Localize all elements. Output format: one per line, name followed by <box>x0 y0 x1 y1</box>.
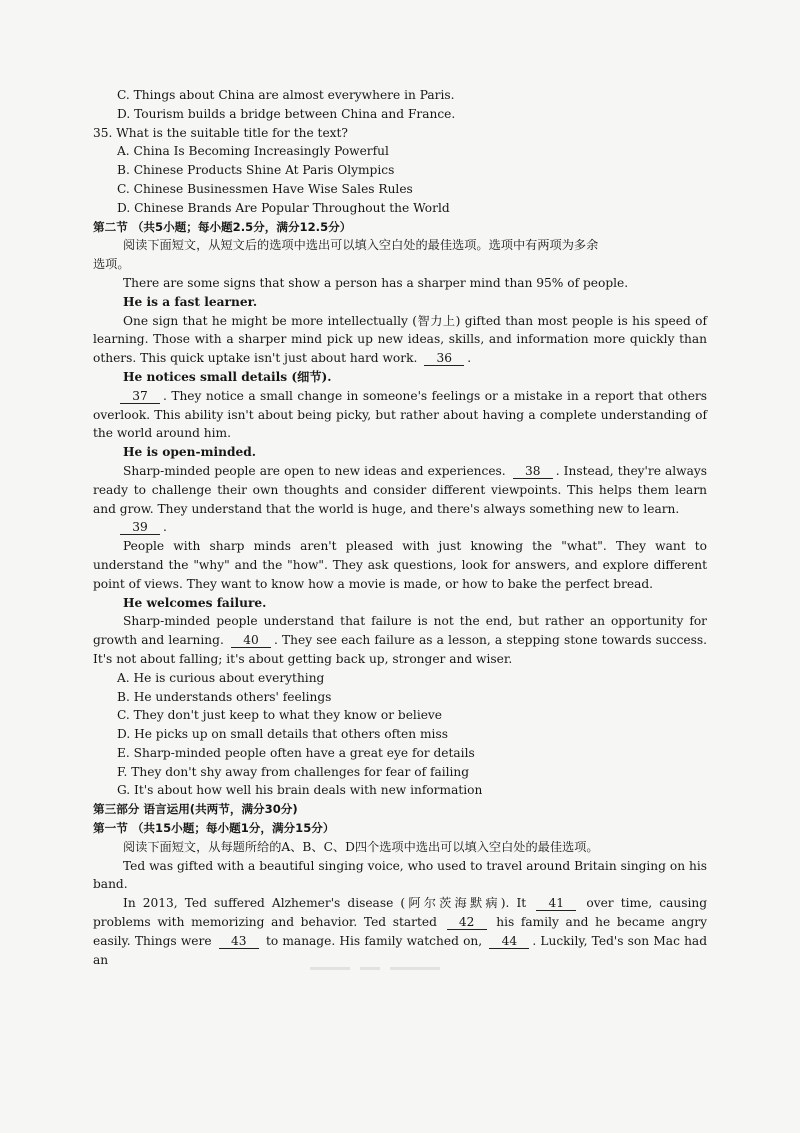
paragraph-text-b: over time, causing problems with memorizing and behavior. Ted started <box>93 896 707 930</box>
option-c: C. They don't just keep to what they know or believe <box>117 708 443 723</box>
paragraph-text-d: to manage. His family watched on, <box>265 933 483 948</box>
option-g: G. It's about how well his brain deals with new information <box>117 783 483 798</box>
blank-36: 36 <box>424 351 464 366</box>
paragraph-text: In 2013, Ted suffered Alzhemer's disease (阿尔茨海默病). It <box>123 896 527 911</box>
paragraph-curious <box>93 537 707 593</box>
footer-smudge <box>300 964 500 974</box>
blank-40: 40 <box>231 633 271 648</box>
q34-option-c: C. Things about China are almost everywhere in Paris. <box>117 88 455 102</box>
option-a: A. He is curious about everything <box>117 670 325 685</box>
section2-instruction-1: 阅读下面短文，从短文后的选项中选出可以填入空白处的最佳选项。选项中有两项为多余 <box>123 238 599 253</box>
cloze-paragraph-1 <box>93 857 707 895</box>
subheading-fast-learner: He is a fast learner. <box>123 294 258 309</box>
subheading-small-details: He notices small details (细节). <box>123 369 332 384</box>
paragraph-text-cont: . They see each failure as a lesson, a stepping stone towards success. It's not about falling; it's about getting back up, stronger and wiser. <box>93 633 707 666</box>
q35-option-b: B. Chinese Products Shine At Paris Olympics <box>117 163 395 178</box>
paragraph-text-cont: . Instead, they're always ready to challenge their own thoughts and consider different viewpoints. This helps them learn and grow. They understand that the world is huge, and there's always something new to learn. <box>93 463 707 516</box>
part3-instruction: 阅读下面短文，从每题所给的A、B、C、D四个选项中选出可以填入空白处的最佳选项。 <box>123 839 599 854</box>
option-b: B. He understands others' feelings <box>117 689 332 704</box>
blank-42: 42 <box>447 915 487 930</box>
passage-intro: There are some signs that show a person has a sharper mind than 95% of people. <box>123 275 629 290</box>
option-f: F. They don't shy away from challenges for fear of failing <box>117 764 470 779</box>
option-e: E. Sharp-minded people often have a great eye for details <box>117 745 475 760</box>
paragraph-text: Sharp-minded people understand that failure is not the end, but rather an opportunity for growth and learning. <box>93 614 707 648</box>
q35-option-c: C. Chinese Businessmen Have Wise Sales Rules <box>117 181 413 196</box>
blank-38: 38 <box>513 464 553 479</box>
blank-44: 44 <box>489 934 529 949</box>
q35-stem: 35. What is the suitable title for the text? <box>93 125 348 140</box>
cloze-paragraph-2 <box>93 894 707 969</box>
page-content <box>93 86 707 969</box>
paragraph-text-e: . Luckily, Ted's son Mac had an <box>93 933 708 967</box>
section2-instruction-2: 选项。 <box>93 257 130 272</box>
paragraph-small-details <box>93 387 707 443</box>
section2-heading: 第二节 （共5小题；每小题2.5分，满分12.5分） <box>93 219 352 234</box>
paragraph-open-minded <box>93 462 707 518</box>
subheading-welcomes-failure: He welcomes failure. <box>123 595 267 610</box>
q34-option-d: D. Tourism builds a bridge between China and France. <box>117 106 456 121</box>
paragraph-welcomes-failure <box>93 612 707 668</box>
paragraph-fast-learner: One sign that he might be more intellectually (智力上) gifted than most people is his speed of learning. Those with a sharper mind pick up new ideas, skills, and information more quickly than others. This quick uptake isn't just about hard work. 36 . <box>93 313 707 366</box>
option-d: D. He picks up on small details that others often miss <box>117 727 448 742</box>
q35-option-d: D. Chinese Brands Are Popular Throughout the World <box>117 200 450 215</box>
blank-37: 37 <box>120 389 160 404</box>
q35-option-a: A. China Is Becoming Increasingly Powerful <box>117 144 389 159</box>
blank-39: 39 <box>120 520 160 535</box>
subheading-open-minded: He is open-minded. <box>123 445 256 460</box>
part3-section1-heading: 第一节 （共15小题；每小题1分，满分15分） <box>93 821 335 836</box>
blank-43: 43 <box>219 934 259 949</box>
blank-41: 41 <box>536 896 576 911</box>
paragraph-text: People with sharp minds aren't pleased with just knowing the "what". They want to understand the "why" and the "how". They ask questions, look for answers, and explore different point of views. They want to know how a movie is made, or how to bake the perfect bread. <box>93 539 707 591</box>
paragraph-text: One sign that he might be more intellectually (智力上) gifted than most people is his speed of learning. Those with a sharper mind pick up new ideas, skills, and information more quickly than others. This quick uptake isn't just about hard work. <box>93 313 707 366</box>
part3-heading: 第三部分 语言运用(共两节，满分30分) <box>93 802 298 817</box>
paragraph-text: . They notice a small change in someone's feelings or a mistake in a report that others overlook. This ability isn't about being picky, but rather about having a complete understanding of the world around him. <box>93 388 707 441</box>
paragraph-text: Sharp-minded people are open to new ideas and experiences. <box>123 463 506 478</box>
paragraph-text-c: his family and he became angry easily. Things were <box>93 915 707 948</box>
blank-39-line: 39 . <box>93 518 707 537</box>
faded-page-footer <box>300 964 500 974</box>
paragraph-text: Ted was gifted with a beautiful singing voice, who used to travel around Britain singing on his band. <box>93 858 707 892</box>
